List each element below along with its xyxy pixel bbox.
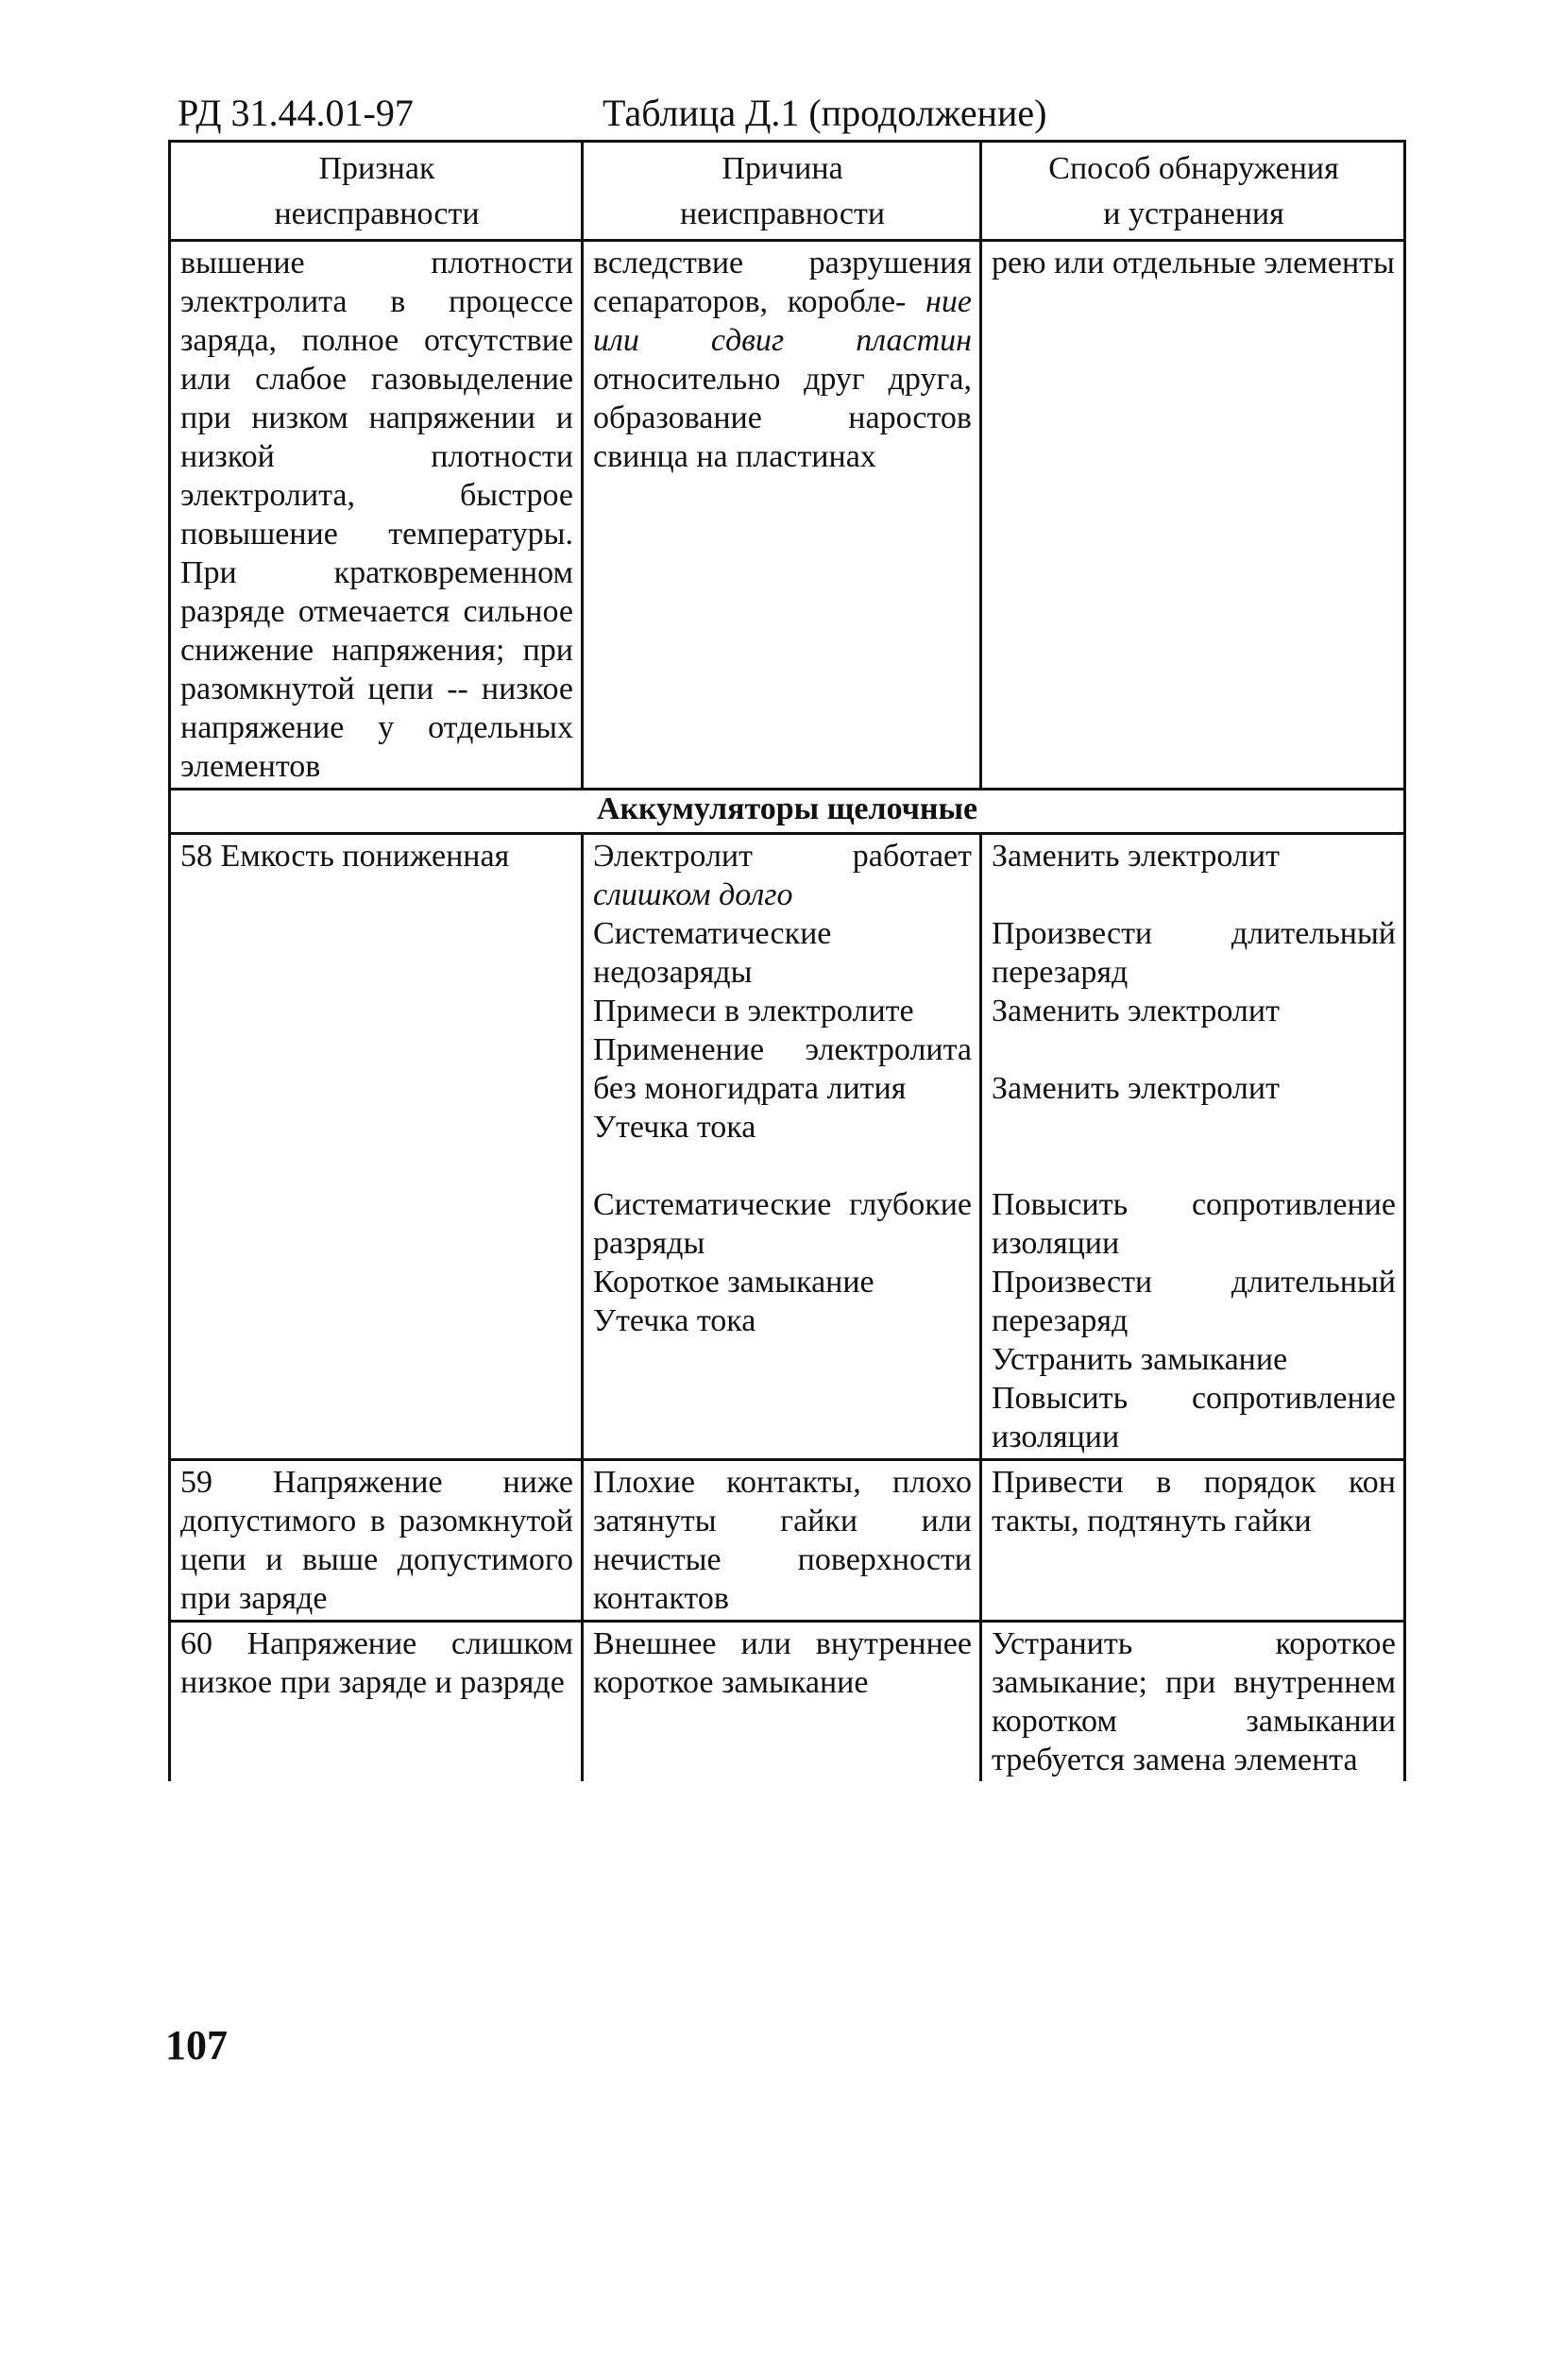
sign-cell: 59 Напряжение ниже допустимого в разомкнутой цепи и выше допустимого при заряде — [171, 1461, 584, 1620]
column-header-sign: Признак неисправности — [171, 143, 584, 239]
section-title: Аккумуляторы щелочные — [171, 790, 1403, 835]
sign-cell: вышение плотности электролита в процессе заряда, полное отсутствие или слабое газовыделение при низком напряжении и низкой плотности электролита, быстрое повышение температуры. При кратковременном разряде отмечается сильное снижение напряжения; при разомкнутой цепи -- низкое напряжение у отдельных элементов — [171, 242, 584, 788]
page-header — [166, 91, 1403, 138]
sign-cell: 60 Напряжение слишком низкое при заряде и разряде — [171, 1623, 584, 1781]
column-header-fix: Способ обнаружения и устранения — [1048, 151, 1339, 231]
fault-table — [168, 140, 1406, 1781]
table-row — [171, 242, 1403, 790]
table-row — [171, 1623, 1403, 1781]
sign-cell: 58 Емкость пониженная — [171, 835, 584, 1458]
cause-cell: вследствие разрушения сепараторов, коробле- ние или сдвиг пластин относительно друг друга, образование наростов свинца на пластинах — [584, 242, 982, 788]
cause-cell: Внешнее или внутреннее короткое замыкание — [584, 1623, 982, 1781]
column-header-cause: Причина неисправности — [584, 143, 982, 239]
document-code: РД 31.44.01-97 — [178, 92, 414, 134]
fix-cell: рею или отдельные элементы — [992, 246, 1395, 280]
cause-cell: Электролит работает слишком долго Систематические недозаряды Примеси в электролите Применение электролита без моногидрата лития Утечка тока Систематические глубокие разряды Короткое замыкание Утечка тока — [584, 835, 982, 1458]
table-header-row — [171, 143, 1403, 242]
table-row — [171, 835, 1403, 1461]
fix-cell: Привести в порядок кон такты, подтянуть гайки — [992, 1465, 1396, 1538]
fix-cell: Заменить электролит Произвести длительный перезаряд Заменить электролит Заменить электролит Повысить сопротивление изоляции Произвести длительный перезаряд Устранить замыкание Повысить сопротивление изоляции — [992, 839, 1396, 1454]
table-row — [171, 1461, 1403, 1623]
page-number: 107 — [165, 2022, 228, 2068]
table-title: Таблица Д.1 (продолжение) — [603, 92, 1047, 134]
cause-cell: Плохие контакты, плохо затянуты гайки или нечистые поверхности контактов — [584, 1461, 982, 1620]
fix-cell: Устранить короткое замыкание; при внутреннем коротком замыкании требуется замена элемента — [992, 1626, 1396, 1777]
